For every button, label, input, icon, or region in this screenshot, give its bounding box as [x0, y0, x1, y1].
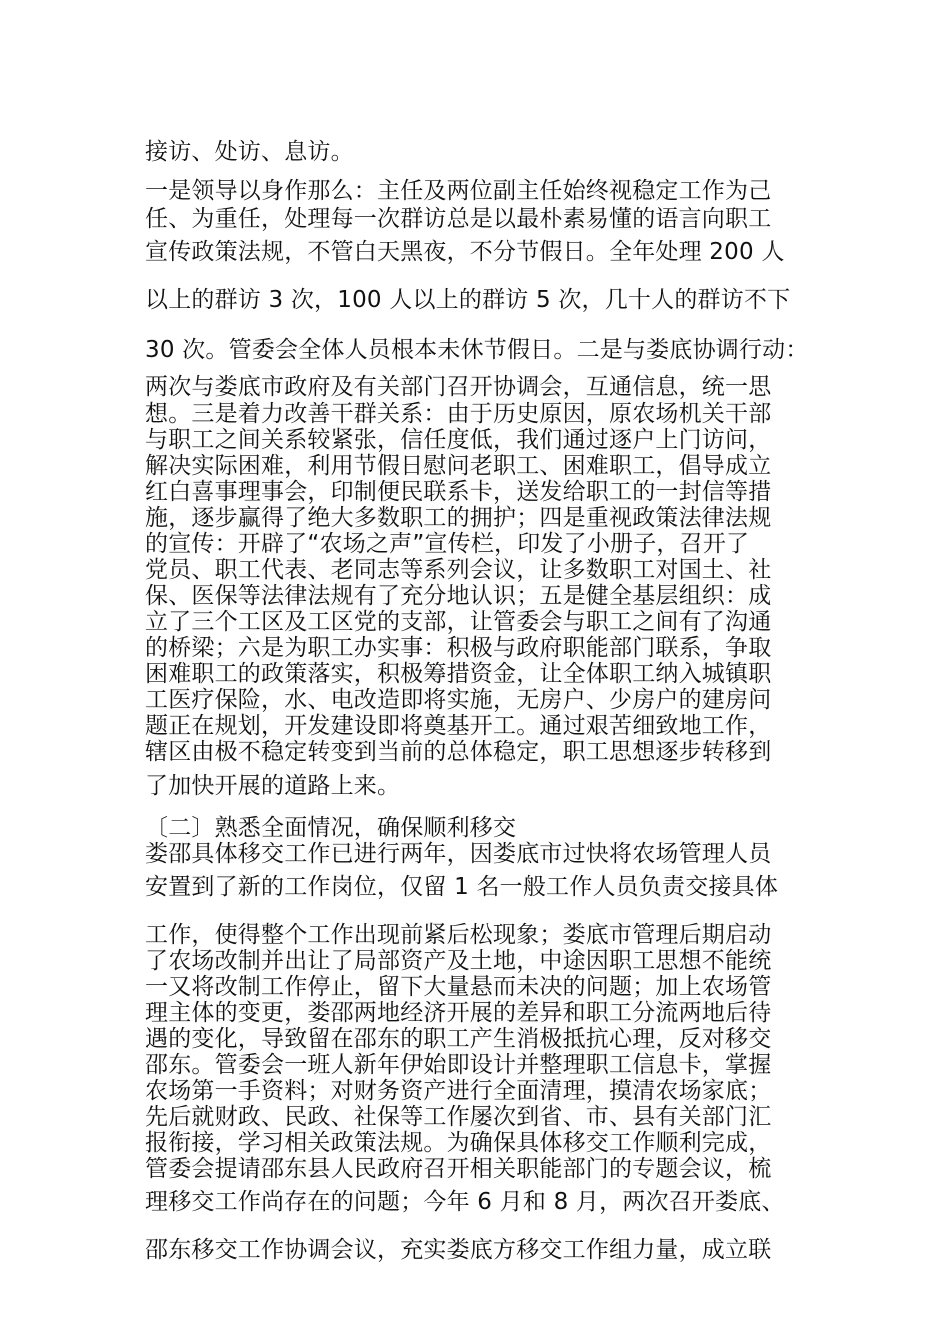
text-line: 题正在规划，开发建设即将奠基开工。通过艰苦细致地工作，	[145, 713, 772, 739]
text-line: 的宣传：开辟了“农场之声”宣传栏，印发了小册子，召开了	[145, 531, 750, 557]
text-line: 保、医保等法律法规有了充分地认识；五是健全基层组织：成	[145, 583, 772, 609]
text-line: 安置到了新的工作岗位，仅留 1 名一般工作人员负责交接具体	[145, 874, 779, 900]
text-line: 了加快开展的道路上来。	[145, 773, 401, 799]
text-line: 党员、职工代表、老同志等系列会议，让多数职工对国土、社	[145, 557, 772, 583]
text-line: 辖区由极不稳定转变到当前的总体稳定，职工思想逐步转移到	[145, 739, 772, 765]
text-line: 了农场改制并出让了局部资产及土地，中途因职工思想不能统	[145, 948, 772, 974]
text-line: 红白喜事理事会，印制便民联系卡，送发给职工的一封信等措	[145, 479, 772, 505]
text-line: 遇的变化，导致留在邵东的职工产生消极抵抗心理，反对移交	[145, 1026, 772, 1052]
text-line: 两次与娄底市政府及有关部门召开协调会，互通信息，统一思	[145, 374, 772, 400]
section-heading: 〔二〕熟悉全面情况，确保顺利移交	[145, 815, 517, 841]
text-line: 施，逐步赢得了绝大多数职工的拥护；四是重视政策法律法规	[145, 505, 772, 531]
text-line: 农场第一手资料；对财务资产进行全面清理，摸清农场家底；	[145, 1078, 772, 1104]
text-line: 报衔接，学习相关政策法规。为确保具体移交工作顺利完成，	[145, 1130, 772, 1156]
text-line: 先后就财政、民政、社保等工作屡次到省、市、县有关部门汇	[145, 1104, 772, 1130]
text-line: 解决实际困难，利用节假日慰问老职工、困难职工，倡导成立	[145, 453, 772, 479]
text-line: 邵东。管委会一班人新年伊始即设计并整理职工信息卡，掌握	[145, 1052, 772, 1078]
text-line: 邵东移交工作协调会议，充实娄底方移交工作组力量，成立联	[145, 1237, 772, 1263]
text-line: 的桥梁；六是为职工办实事：积极与政府职能部门联系，争取	[145, 635, 772, 661]
text-line: 工医疗保险，水、电改造即将实施，无房户、少房户的建房问	[145, 687, 772, 713]
text-line: 立了三个工区及工区党的支部，让管委会与职工之间有了沟通	[145, 609, 772, 635]
text-line: 理移交工作尚存在的问题；今年 6 月和 8 月，两次召开娄底、	[145, 1189, 785, 1215]
text-line: 与职工之间关系较紧张，信任度低，我们通过逐户上门访问，	[145, 427, 772, 453]
text-line: 理主体的变更，娄邵两地经济开展的差异和职工分流两地后待	[145, 1000, 772, 1026]
text-line: 娄邵具体移交工作已进行两年，因娄底市过快将农场管理人员	[145, 841, 772, 867]
text-line: 宣传政策法规，不管白天黑夜，不分节假日。全年处理 200 人	[145, 239, 785, 265]
text-line: 接访、处访、息访。	[145, 139, 354, 165]
text-line: 想。三是着力改善干群关系：由于历史原因，原农场机关干部	[145, 401, 772, 427]
text-line: 管委会提请邵东县人民政府召开相关职能部门的专题会议，梳	[145, 1156, 772, 1182]
text-line: 一是领导以身作那么：主任及两位副主任始终视稳定工作为己	[145, 178, 772, 204]
text-line: 30 次。管委会全体人员根本未休节假日。二是与娄底协调行动：	[145, 337, 809, 363]
text-line: 工作，使得整个工作出现前紧后松现象；娄底市管理后期启动	[145, 922, 772, 948]
text-line: 任、为重任，处理每一次群访总是以最朴素易懂的语言向职工	[145, 206, 772, 232]
text-line: 一又将改制工作停止，留下大量悬而未决的问题；加上农场管	[145, 974, 772, 1000]
text-line: 困难职工的政策落实，积极筹措资金，让全体职工纳入城镇职	[145, 661, 772, 687]
text-line: 以上的群访 3 次，100 人以上的群访 5 次，几十人的群访不下	[145, 287, 791, 313]
